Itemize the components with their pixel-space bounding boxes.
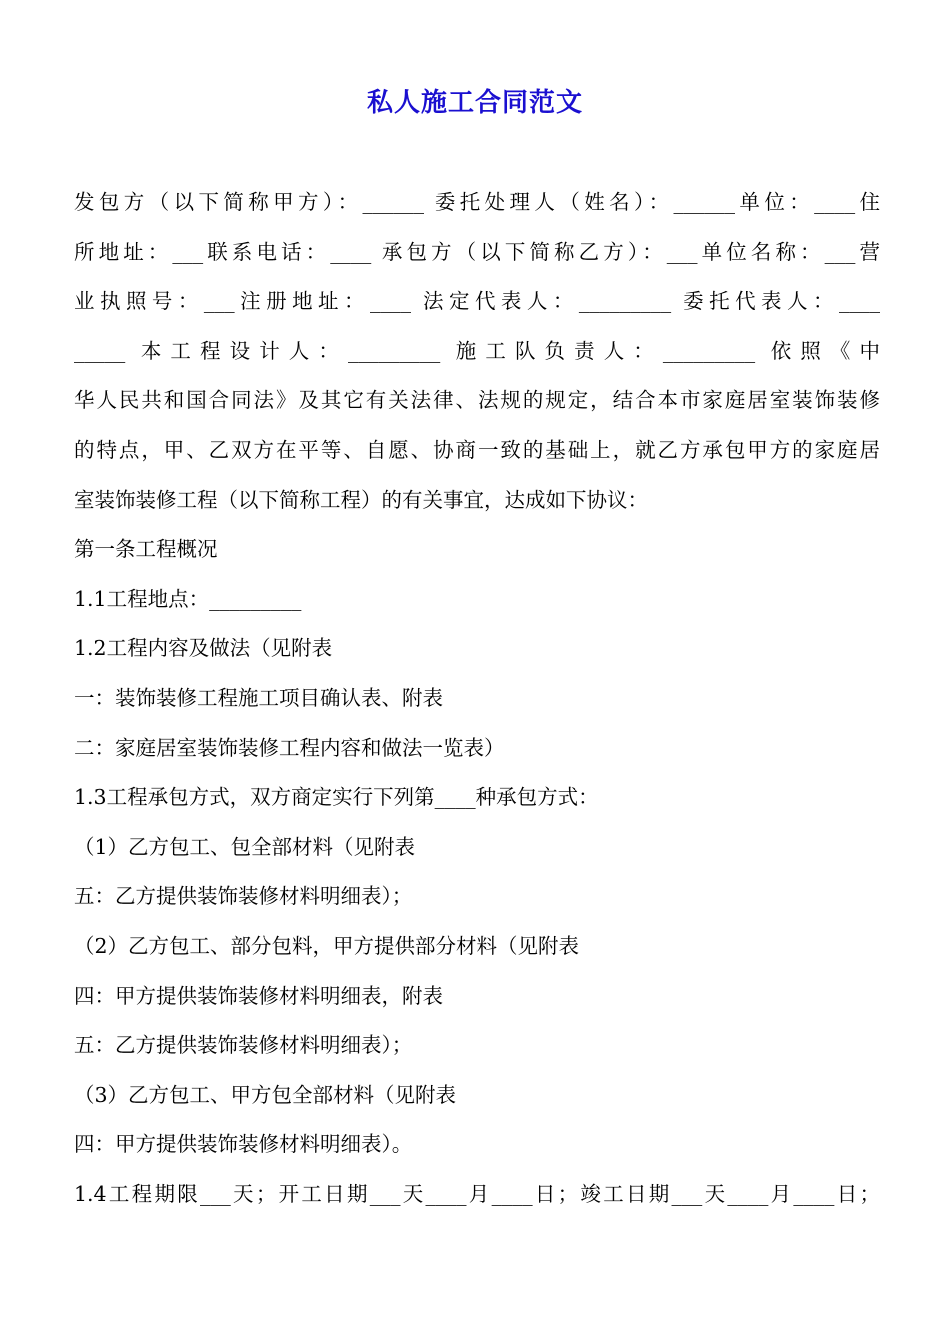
clause-line: 二：家庭居室装饰装修工程内容和做法一览表） [74,735,505,760]
clause-line: 四：甲方提供装饰装修材料明细表，附表 [74,983,443,1008]
clause-line: 1.1工程地点：_________ [74,586,302,611]
document-body [74,178,880,1219]
paragraph-line: 室装饰装修工程（以下简称工程）的有关事宜，达成如下协议： [74,487,648,512]
paragraph-line: 华人民共和国合同法》及其它有关法律、法规的规定，结合本市家庭居室装饰装修 [74,388,880,413]
clause-line: （1）乙方包工、包全部材料（见附表 [74,834,416,859]
paragraph-line: 的特点，甲、乙双方在平等、自愿、协商一致的基础上，就乙方承包甲方的家庭居 [74,437,880,462]
clause-line: （3）乙方包工、甲方包全部材料（见附表 [74,1082,457,1107]
clause-line: 1.2工程内容及做法（见附表 [74,636,333,661]
clause-line: 四：甲方提供装饰装修材料明细表）。 [74,1132,413,1157]
paragraph-line: _____ 本工程设计人：_________ 施工队负责人：_________ 依照《中 [74,338,880,363]
clause-line: 1.4工程期限___天；开工日期___天____月____日；竣工日期___天____月____日； [74,1181,880,1206]
clause-line: 五：乙方提供装饰装修材料明细表）； [74,1033,413,1058]
clause-line: 五：乙方提供装饰装修材料明细表）； [74,884,413,909]
paragraph-line: 发包方（以下简称甲方）：______ 委托处理人（姓名）：______单位：____住 [74,190,880,214]
paragraph-line: 所地址：___联系电话：____ 承包方（以下简称乙方）：___单位名称：___营 [74,239,880,264]
section-heading: 第一条工程概况 [74,537,218,562]
paragraph-line: 业执照号：___注册地址：____ 法定代表人：_________ 委托代表人：____ [74,289,880,314]
clause-line: （2）乙方包工、部分包料，甲方提供部分材料（见附表 [74,933,580,958]
clause-line: 1.3工程承包方式，双方商定实行下列第____种承包方式： [74,785,599,810]
document-title: 私人施工合同范文 [366,88,583,118]
clause-line: 一：装饰装修工程施工项目确认表、附表 [74,685,443,710]
